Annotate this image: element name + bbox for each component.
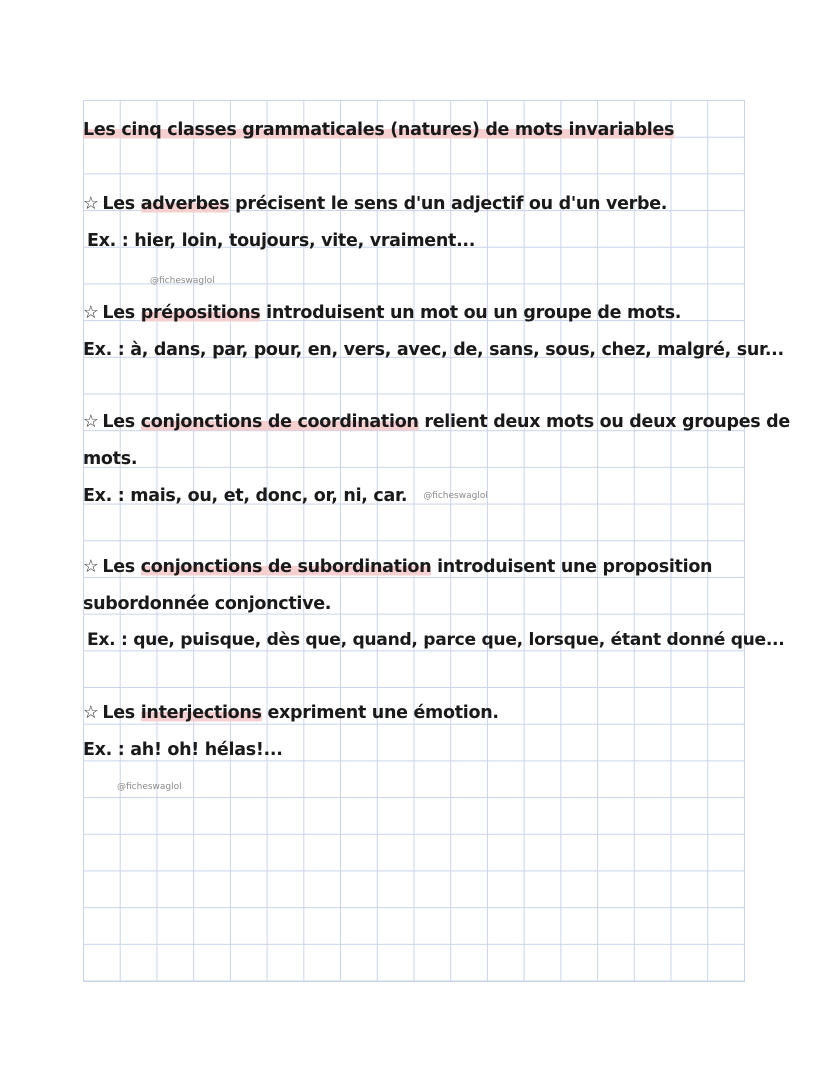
- definition-text: précisent le sens d'un adjectif ou d'un verbe.: [229, 194, 668, 214]
- section-coordination-definition: [83, 411, 790, 433]
- term-highlight: interjections: [140, 703, 262, 723]
- star-icon: ☆: [83, 557, 99, 577]
- star-icon: ☆: [83, 194, 99, 214]
- star-icon: ☆: [83, 303, 99, 323]
- section-interjections-definition: [83, 702, 499, 724]
- section-interjections-example: Ex. : ah! oh! hélas!...: [83, 740, 283, 760]
- example-text: Ex. : mais, ou, et, donc, or, ni, car.: [83, 486, 408, 506]
- section-prepositions-definition: [83, 302, 681, 324]
- definition-prefix: Les: [102, 703, 141, 723]
- term-highlight: adverbes: [140, 194, 230, 214]
- definition-text: introduisent un mot ou un groupe de mots.: [260, 303, 682, 323]
- star-icon: ☆: [83, 412, 99, 432]
- watermark: @ficheswaglol: [150, 276, 215, 286]
- definition-text: introduisent une proposition: [431, 557, 713, 577]
- section-coordination-example: [83, 485, 488, 507]
- definition-text: relient deux mots ou deux groupes de: [418, 412, 790, 432]
- title-highlight: Les cinq classes grammaticales (natures) de mots invariables: [83, 120, 675, 140]
- term-highlight: conjonctions de subordination: [140, 557, 432, 577]
- page-title: [83, 119, 674, 141]
- definition-prefix: Les: [102, 412, 141, 432]
- section-coordination-continuation: mots.: [83, 449, 138, 469]
- section-subordination-example: Ex. : que, puisque, dès que, quand, parce que, lorsque, étant donné que...: [87, 630, 785, 650]
- section-subordination-definition: [83, 556, 712, 578]
- watermark: @ficheswaglol: [423, 491, 488, 501]
- section-subordination-continuation: subordonnée conjonctive.: [83, 594, 332, 614]
- definition-prefix: Les: [102, 194, 141, 214]
- watermark: @ficheswaglol: [117, 782, 182, 792]
- term-highlight: conjonctions de coordination: [140, 412, 419, 432]
- term-highlight: prépositions: [140, 303, 261, 323]
- definition-prefix: Les: [102, 557, 141, 577]
- definition-text: expriment une émotion.: [261, 703, 499, 723]
- section-prepositions-example: Ex. : à, dans, par, pour, en, vers, avec, de, sans, sous, chez, malgré, sur...: [83, 340, 784, 360]
- star-icon: ☆: [83, 703, 99, 723]
- section-adverbes-example: Ex. : hier, loin, toujours, vite, vraiment...: [87, 231, 476, 251]
- definition-prefix: Les: [102, 303, 141, 323]
- section-adverbes-definition: [83, 193, 667, 215]
